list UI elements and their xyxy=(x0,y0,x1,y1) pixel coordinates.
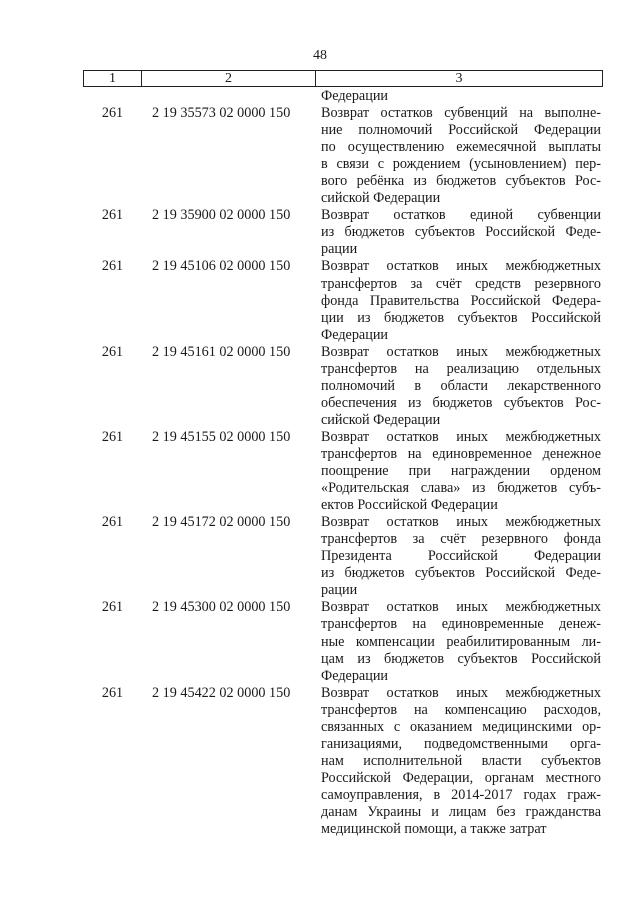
name-line: сийской Федерации xyxy=(321,411,441,428)
name-line: рации xyxy=(321,241,358,258)
name-line: Возврат остатков иных межбюджетных xyxy=(321,684,601,701)
name-line: Возврат остатков иных межбюджетных xyxy=(321,428,601,445)
table-row xyxy=(83,429,603,514)
name-line: самоуправления, в 2014-2017 годах граж- xyxy=(321,786,601,803)
name-line: ектов Российской Федерации xyxy=(321,497,498,514)
name-cell xyxy=(321,207,601,258)
code-cell: 261 xyxy=(101,258,124,275)
kbk-cell: 2 19 35900 02 0000 150 xyxy=(152,207,291,224)
name-line: Возврат остатков иных межбюджетных xyxy=(321,258,601,275)
name-line: обеспечения из бюджетов субъектов Рос- xyxy=(321,394,601,411)
code-cell: 261 xyxy=(101,428,124,445)
name-line: Российской Федерации, органам местного xyxy=(321,769,601,786)
table-header xyxy=(83,70,603,87)
name-line: «Родительская слава» из бюджетов субъ- xyxy=(321,480,601,497)
kbk-cell: 2 19 45300 02 0000 150 xyxy=(152,599,291,616)
name-line: Федерации xyxy=(321,88,389,104)
name-line: трансфертов на единовременные денеж- xyxy=(321,616,601,633)
name-line: полномочий в области лекарственного xyxy=(321,377,601,394)
table-row xyxy=(83,599,603,684)
name-line: Федерации xyxy=(321,667,389,684)
name-cell xyxy=(321,685,601,838)
table-row xyxy=(83,514,603,599)
name-line: трансфертов на компенсацию расходов, xyxy=(321,701,601,718)
name-line: трансфертов за счёт средств резервного xyxy=(321,275,601,292)
name-line: из бюджетов субъектов Российской Феде- xyxy=(321,565,601,582)
kbk-cell-empty xyxy=(140,88,313,105)
kbk-cell: 2 19 35573 02 0000 150 xyxy=(152,105,291,122)
table-body xyxy=(83,88,603,838)
name-cell xyxy=(321,88,601,105)
name-line: фонда Правительства Российской Федера- xyxy=(321,292,601,309)
table-row xyxy=(83,685,603,838)
kbk-cell: 2 19 45161 02 0000 150 xyxy=(152,343,291,360)
name-line: трансфертов на единовременное денежное xyxy=(321,445,601,462)
code-cell: 261 xyxy=(101,343,124,360)
code-cell-empty xyxy=(83,88,140,105)
name-line: по осуществлению ежемесячной выплаты xyxy=(321,139,601,156)
name-line: Возврат остатков иных межбюджетных xyxy=(321,343,601,360)
name-line: рации xyxy=(321,582,358,599)
page-number: 48 xyxy=(313,48,327,63)
code-cell: 261 xyxy=(101,514,124,531)
name-line: Возврат остатков субвенций на выполне- xyxy=(321,105,601,122)
name-line: сийской Федерации xyxy=(321,190,441,207)
table-row xyxy=(83,207,603,258)
code-cell: 261 xyxy=(101,105,124,122)
name-line: Возврат остатков единой субвенции xyxy=(321,207,601,224)
name-line: нам исполнительной власти субъектов xyxy=(321,752,601,769)
table-row xyxy=(83,258,603,343)
code-cell: 261 xyxy=(101,207,124,224)
header-col-2: 2 xyxy=(142,71,316,86)
name-line: из бюджетов субъектов Российской Феде- xyxy=(321,224,601,241)
name-line: Возврат остатков иных межбюджетных xyxy=(321,514,601,531)
kbk-cell: 2 19 45106 02 0000 150 xyxy=(152,258,291,275)
name-cell xyxy=(321,344,601,429)
name-line: трансфертов за счёт резервного фонда xyxy=(321,531,601,548)
table-row xyxy=(83,344,603,429)
continuation-row xyxy=(83,88,603,105)
kbk-cell: 2 19 45155 02 0000 150 xyxy=(152,428,291,445)
name-cell xyxy=(321,514,601,599)
name-line: данам Украины и лицам без гражданства xyxy=(321,803,601,820)
name-cell xyxy=(321,599,601,684)
name-cell xyxy=(321,429,601,514)
name-line: Федерации xyxy=(321,326,389,343)
name-line: ние полномочий Российской Федерации xyxy=(321,122,601,139)
name-line: в связи с рождением (усыновлением) пер- xyxy=(321,156,601,173)
name-cell xyxy=(321,105,601,207)
name-line: ции из бюджетов субъектов Российской xyxy=(321,309,601,326)
name-line: Возврат остатков иных межбюджетных xyxy=(321,599,601,616)
table-row xyxy=(83,105,603,207)
name-line: связанных с оказанием медицинскими ор- xyxy=(321,718,601,735)
code-cell: 261 xyxy=(101,684,124,701)
name-line: Президента Российской Федерации xyxy=(321,548,601,565)
name-cell xyxy=(321,258,601,343)
name-line: поощрение при награждении орденом xyxy=(321,463,601,480)
header-col-1: 1 xyxy=(84,71,142,86)
kbk-cell: 2 19 45172 02 0000 150 xyxy=(152,514,291,531)
name-line: медицинской помощи, а также затрат xyxy=(321,821,547,838)
kbk-cell: 2 19 45422 02 0000 150 xyxy=(152,684,291,701)
name-line: трансфертов на реализацию отдельных xyxy=(321,360,601,377)
name-line: ные компенсации реабилитированным ли- xyxy=(321,633,601,650)
code-cell: 261 xyxy=(101,599,124,616)
name-line: ганизациями, подведомственными орга- xyxy=(321,735,601,752)
header-col-3: 3 xyxy=(455,71,463,86)
name-line: цам из бюджетов субъектов Российской xyxy=(321,650,601,667)
name-line: вого ребёнка из бюджетов субъектов Рос- xyxy=(321,173,601,190)
